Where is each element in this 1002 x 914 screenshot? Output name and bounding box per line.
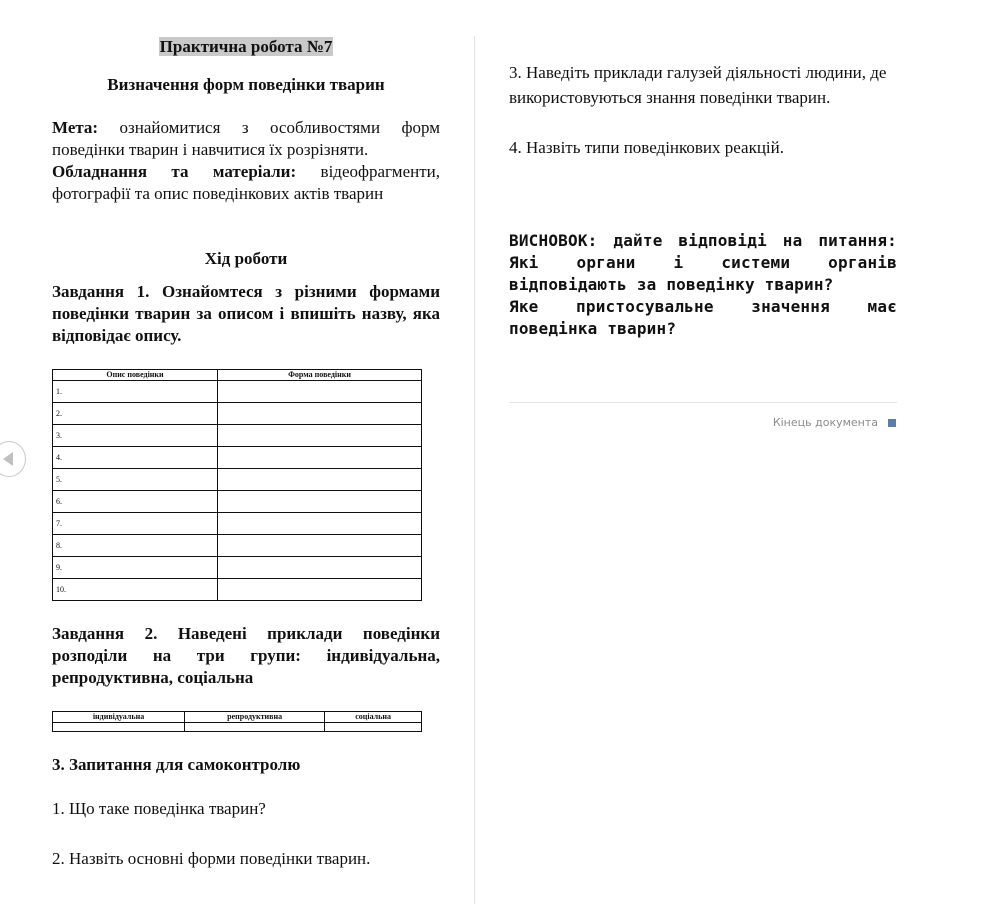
behavior-form-cell[interactable]: [218, 535, 422, 557]
equipment-text: відеофрагменти, фотографії та опис поведінкових актів тварин: [52, 162, 440, 203]
behavior-form-cell[interactable]: [218, 381, 422, 403]
behavior-form-cell[interactable]: [218, 425, 422, 447]
table-row: [53, 403, 422, 425]
row-number-cell[interactable]: 5.: [53, 469, 218, 491]
table2-header-social: соціальна: [325, 712, 422, 723]
table2-cell[interactable]: [53, 723, 185, 732]
behavior-table: [52, 369, 422, 601]
row-number-cell[interactable]: 6.: [53, 491, 218, 513]
end-of-document-label: Кінець документа: [772, 416, 878, 429]
prev-page-button[interactable]: [0, 441, 26, 477]
conclusion-question-1: ВИСНОВОК: дайте відповіді на питання: Які органи і системи органів відповідають за поведінку тварин?: [509, 231, 897, 294]
progress-heading: Хід роботи: [204, 249, 288, 268]
task2-text: Завдання 2. Наведені приклади поведінки розподіли на три групи: індивідуальна, репродуктивна, соціальна: [52, 624, 440, 687]
table-row: [53, 491, 422, 513]
task1-text: Завдання 1. Ознайомтеся з різними формами поведінки тварин за описом і впишіть назву, яка відповідає опису.: [52, 282, 440, 345]
question-2: 2. Назвіть основні форми поведінки тварин.: [52, 849, 371, 868]
question-4: 4. Назвіть типи поведінкових реакцій.: [509, 138, 785, 157]
question-1: 1. Що таке поведінка тварин?: [52, 799, 266, 818]
behavior-form-cell[interactable]: [218, 557, 422, 579]
row-number-cell[interactable]: 7.: [53, 513, 218, 535]
equipment-label: Обладнання та матеріали:: [52, 162, 297, 181]
chevron-left-icon: [3, 452, 13, 466]
end-separator: [509, 402, 897, 403]
behavior-form-cell[interactable]: [218, 469, 422, 491]
conclusion-question-2: Яке пристосувальне значення має поведінка тварин?: [509, 297, 897, 338]
table2-cell[interactable]: [325, 723, 422, 732]
row-number-cell[interactable]: 9.: [53, 557, 218, 579]
goal-label: Мета:: [52, 118, 99, 137]
table2-cell[interactable]: [185, 723, 325, 732]
behavior-form-cell[interactable]: [218, 491, 422, 513]
table1-header-form: Форма поведінки: [218, 370, 422, 381]
behavior-form-cell[interactable]: [218, 579, 422, 601]
table-row: [53, 381, 422, 403]
table-row: [53, 469, 422, 491]
table-row: [53, 513, 422, 535]
table1-header-description: Опис поведінки: [53, 370, 218, 381]
row-number-cell[interactable]: 1.: [53, 381, 218, 403]
right-page: [509, 60, 897, 340]
row-number-cell[interactable]: 3.: [53, 425, 218, 447]
document-subtitle: Визначення форм поведінки тварин: [107, 75, 385, 94]
self-control-heading: 3. Запитання для самоконтролю: [52, 755, 301, 774]
table-row: [53, 557, 422, 579]
row-number-cell[interactable]: 4.: [53, 447, 218, 469]
table-row: [53, 579, 422, 601]
document-title: Практична робота №7: [159, 37, 333, 56]
equipment-paragraph: [52, 161, 440, 205]
table-row: [53, 425, 422, 447]
row-number-cell[interactable]: 2.: [53, 403, 218, 425]
behavior-form-cell[interactable]: [218, 447, 422, 469]
goal-text: ознайомитися з особливостями форм поведінки тварин і навчитися їх розрізняти.: [52, 118, 440, 159]
behavior-groups-table: [52, 711, 422, 732]
table2-header-individual: індивідуальна: [53, 712, 185, 723]
behavior-form-cell[interactable]: [218, 403, 422, 425]
row-number-cell[interactable]: 10.: [53, 579, 218, 601]
table-row: [53, 535, 422, 557]
question-3: 3. Наведіть приклади галузей діяльності людини, де використовуються знання поведінки тварин.: [509, 63, 887, 107]
goal-paragraph: [52, 117, 440, 161]
left-page: [52, 36, 440, 870]
table-row: [53, 447, 422, 469]
page-divider: [474, 36, 475, 904]
table2-row: [53, 723, 422, 732]
behavior-form-cell[interactable]: [218, 513, 422, 535]
table2-header-reproductive: репродуктивна: [185, 712, 325, 723]
row-number-cell[interactable]: 8.: [53, 535, 218, 557]
end-marker-icon: [888, 419, 896, 427]
